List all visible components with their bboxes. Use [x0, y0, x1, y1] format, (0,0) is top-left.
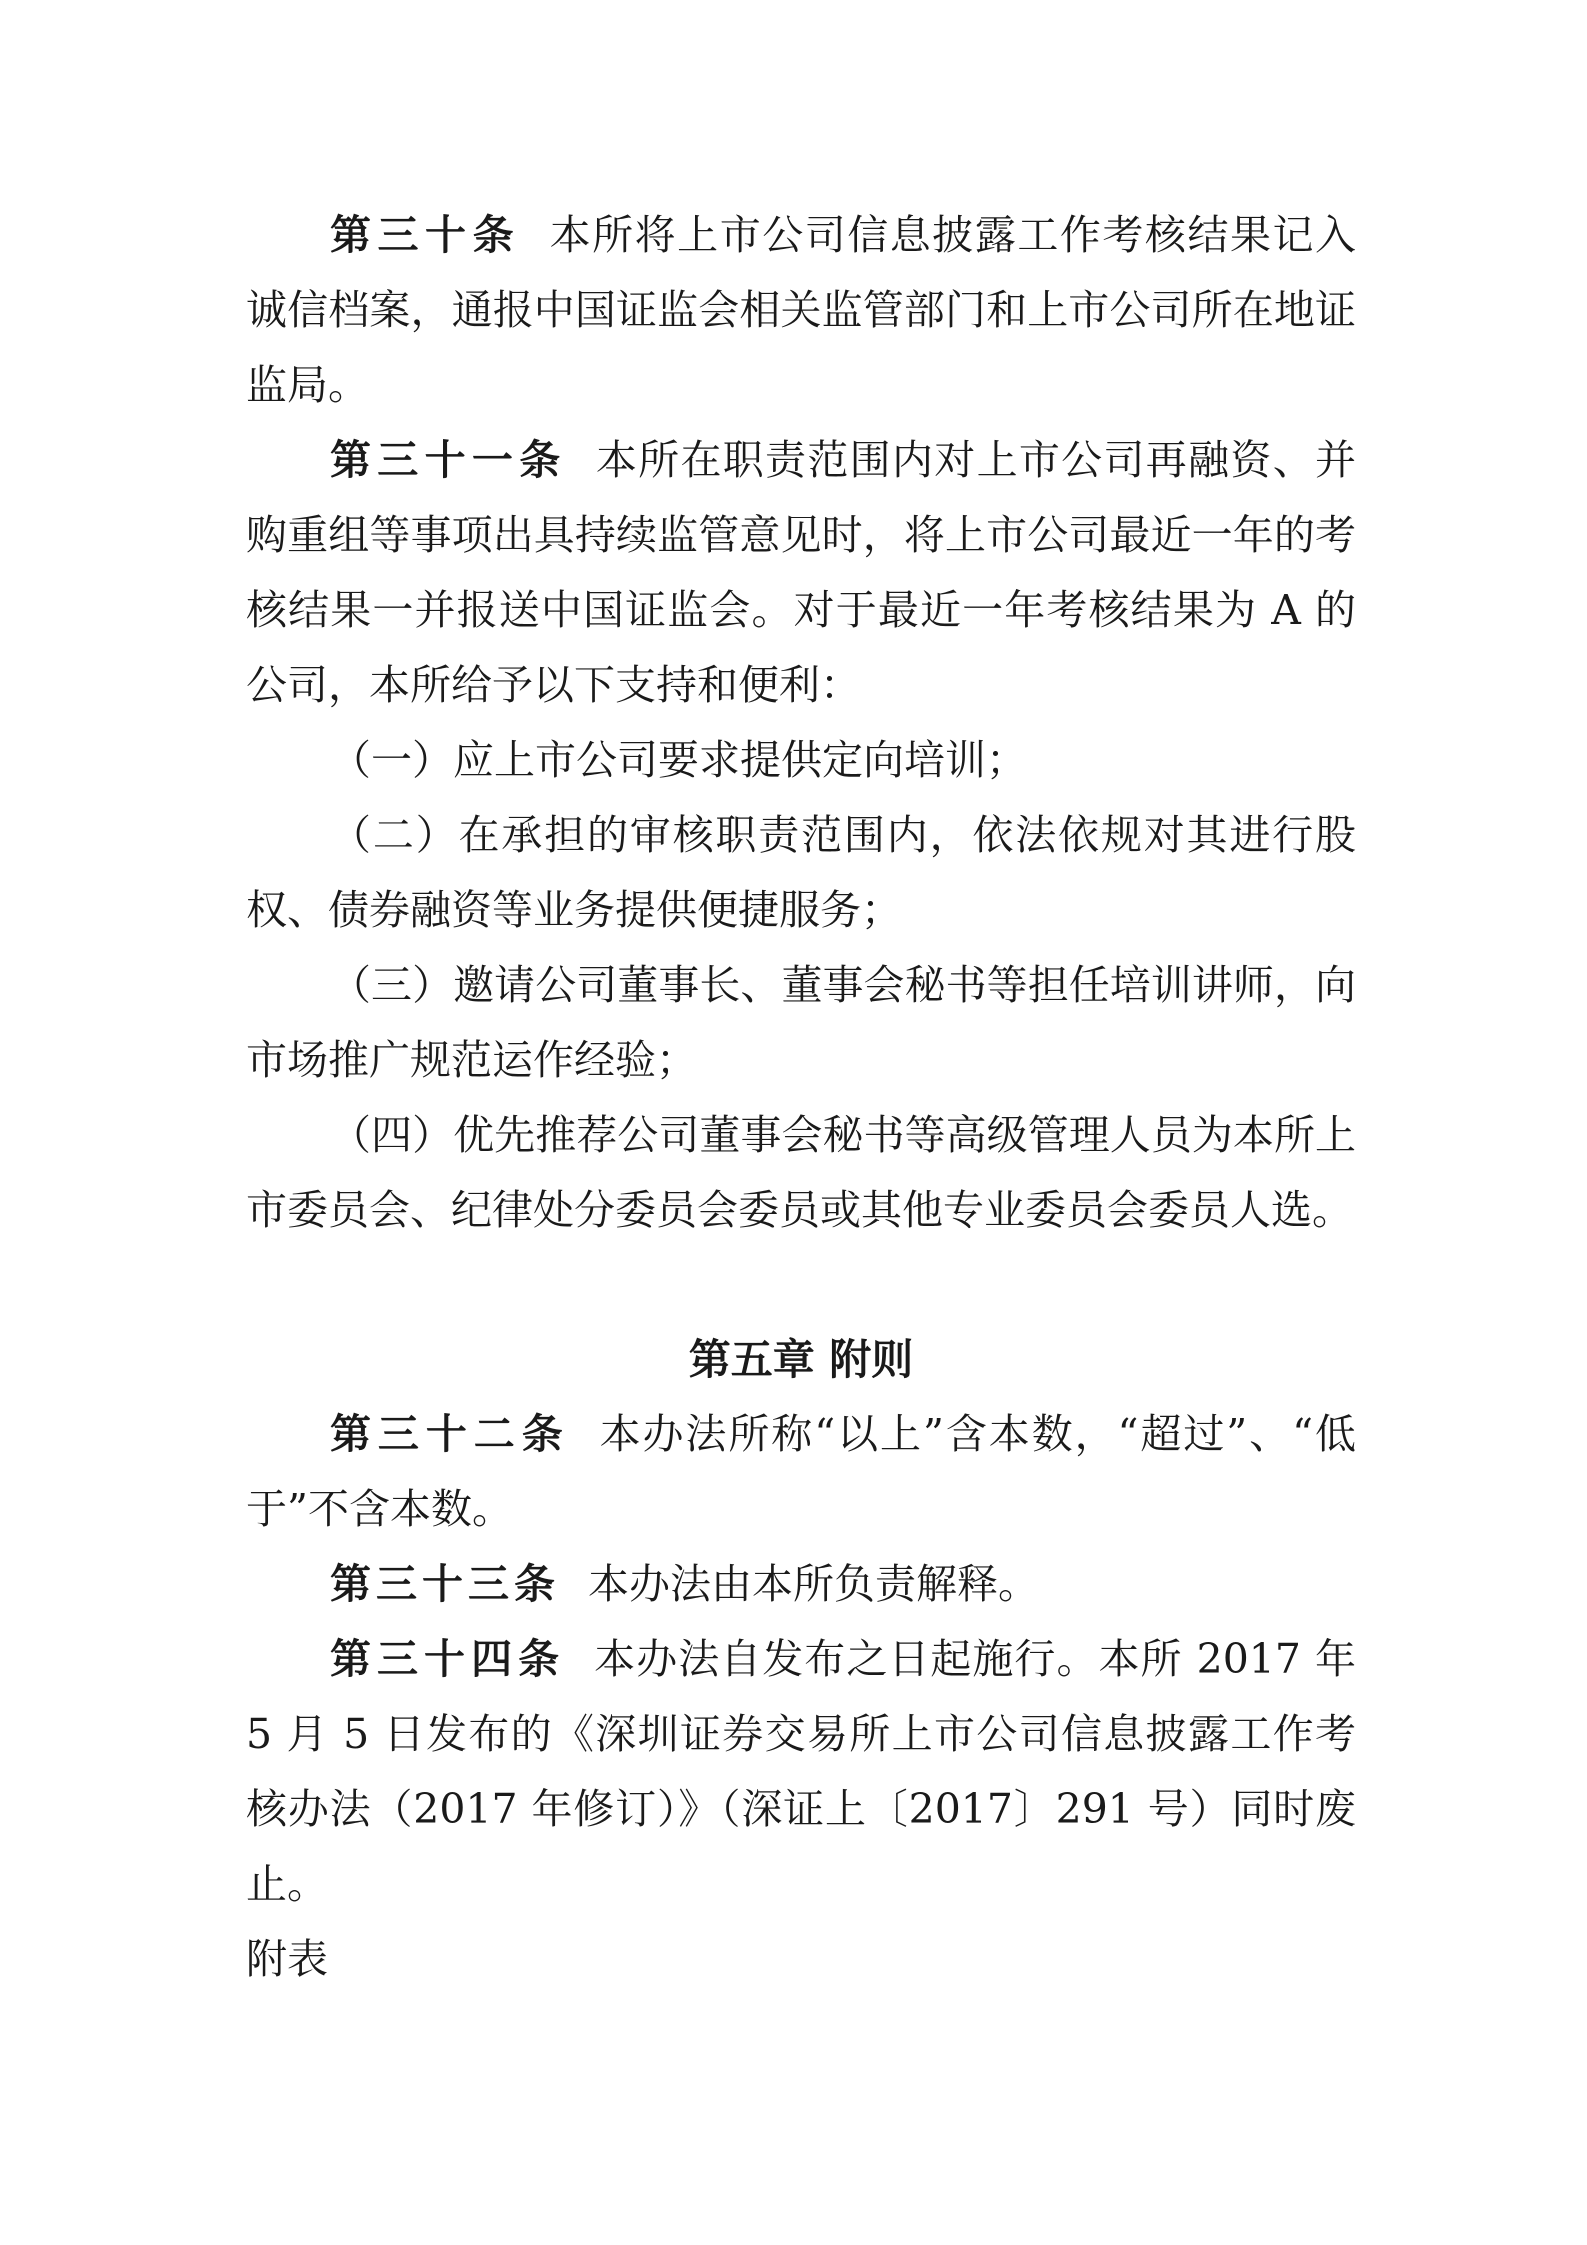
article-31-text: 本所在职责范围内对上市公司再融资、并购重组等事项出具持续监管意见时，将上市公司最近一年的考核结果一并报送中国证监会。对于最近一年考核结果为 A 的公司，本所给予以下支持和便利：	[246, 436, 1357, 709]
article-32-text: 本办法所称“以上”含本数，“超过”、“低于”不含本数。	[246, 1410, 1356, 1533]
article-30	[246, 198, 1356, 423]
article-31-item-2: （二）在承担的审核职责范围内，依法依规对其进行股权、债券融资等业务提供便捷服务；	[246, 811, 1356, 934]
article-34	[246, 1622, 1356, 1922]
appendix-label: 附表	[246, 1935, 328, 1983]
article-34-heading: 第三十四条	[330, 1635, 566, 1683]
article-31	[246, 423, 1356, 723]
article-31-item-4: （四）优先推荐公司董事会秘书等高级管理人员为本所上市委员会、纪律处分委员会委员或其他专业委员会委员人选。	[246, 1111, 1356, 1234]
article-31-item-3: （三）邀请公司董事长、董事会秘书等担任培训讲师，向市场推广规范运作经验；	[246, 961, 1356, 1084]
article-34-text: 本办法自发布之日起施行。本所 2017 年 5 月 5 日发布的《深圳证券交易所上市公司信息披露工作考核办法（2017 年修订）》（深证上〔2017〕291 号）同时废止。	[246, 1635, 1357, 1908]
article-31-heading: 第三十一条	[330, 436, 567, 484]
article-31-item-1: （一）应上市公司要求提供定向培训；	[330, 736, 1027, 784]
article-32	[246, 1397, 1356, 1547]
article-33-heading: 第三十三条	[330, 1560, 560, 1608]
chapter-title: 第五章 附则	[688, 1335, 914, 1384]
article-32-heading: 第三十二条	[330, 1410, 570, 1458]
article-33	[246, 1547, 1356, 1622]
article-33-text: 本办法由本所负责解释。	[588, 1560, 1039, 1608]
article-30-text: 本所将上市公司信息披露工作考核结果记入诚信档案，通报中国证监会相关监管部门和上市公司所在地证监局。	[246, 211, 1357, 409]
article-30-heading: 第三十条	[330, 211, 521, 259]
